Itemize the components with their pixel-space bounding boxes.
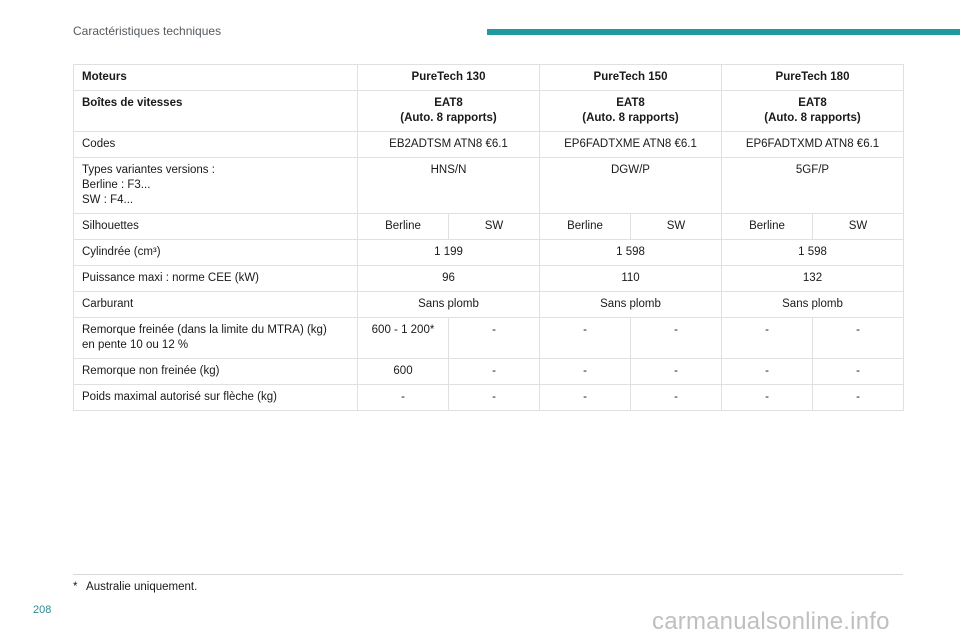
carburant-cell: Sans plomb xyxy=(722,292,904,318)
boite-detail: (Auto. 8 rapports) xyxy=(764,112,861,124)
silhouette-cell: SW xyxy=(813,214,904,240)
silhouette-cell: SW xyxy=(449,214,540,240)
boite-detail: (Auto. 8 rapports) xyxy=(400,112,497,124)
remorque-freinee-cell: - xyxy=(722,318,813,359)
code-cell: EP6FADTXMD ATN8 €6.1 xyxy=(722,132,904,158)
row-label-remorque-freinee xyxy=(74,318,358,359)
row-label-types xyxy=(74,158,358,214)
types-label-line: Berline : F3... xyxy=(82,179,151,191)
puissance-cell: 110 xyxy=(540,266,722,292)
puissance-cell: 132 xyxy=(722,266,904,292)
code-cell: EB2ADTSM ATN8 €6.1 xyxy=(358,132,540,158)
table-row-remorque-freinee xyxy=(74,318,904,359)
puissance-cell: 96 xyxy=(358,266,540,292)
footnote-divider xyxy=(73,574,903,575)
table-row-cylindree xyxy=(74,240,904,266)
remorque-non-freinee-cell: - xyxy=(449,359,540,385)
table-row-moteurs xyxy=(74,65,904,91)
remorque-non-freinee-cell: 600 xyxy=(358,359,449,385)
boite-cell xyxy=(358,91,540,132)
boite-cell xyxy=(540,91,722,132)
type-cell: 5GF/P xyxy=(722,158,904,214)
moteur-cell: PureTech 150 xyxy=(540,65,722,91)
remorque-freinee-label-line: en pente 10 ou 12 % xyxy=(82,339,189,351)
table-row-remorque-non-freinee xyxy=(74,359,904,385)
row-label-cylindree: Cylindrée (cm³) xyxy=(74,240,358,266)
page-number: 208 xyxy=(33,604,52,616)
row-label-carburant: Carburant xyxy=(74,292,358,318)
cylindree-cell: 1 199 xyxy=(358,240,540,266)
types-label-line: SW : F4... xyxy=(82,194,134,206)
remorque-non-freinee-cell: - xyxy=(722,359,813,385)
header-accent-bar xyxy=(487,29,960,35)
footnote-marker: * xyxy=(73,581,78,593)
silhouette-cell: Berline xyxy=(540,214,631,240)
row-label-codes: Codes xyxy=(74,132,358,158)
row-label-poids-fleche: Poids maximal autorisé sur flèche (kg) xyxy=(74,385,358,411)
remorque-freinee-cell: 600 - 1 200* xyxy=(358,318,449,359)
footnote-text: Australie uniquement. xyxy=(86,581,198,593)
moteur-cell: PureTech 180 xyxy=(722,65,904,91)
remorque-freinee-label-line: Remorque freinée (dans la limite du MTRA) (kg) xyxy=(82,324,327,336)
table-row-codes xyxy=(74,132,904,158)
remorque-freinee-cell: - xyxy=(631,318,722,359)
poids-fleche-cell: - xyxy=(358,385,449,411)
carburant-cell: Sans plomb xyxy=(540,292,722,318)
poids-fleche-cell: - xyxy=(813,385,904,411)
poids-fleche-cell: - xyxy=(631,385,722,411)
moteur-cell: PureTech 130 xyxy=(358,65,540,91)
types-label-line: Types variantes versions : xyxy=(82,164,215,176)
poids-fleche-cell: - xyxy=(722,385,813,411)
table-row-types xyxy=(74,158,904,214)
remorque-freinee-cell: - xyxy=(813,318,904,359)
row-label-silhouettes: Silhouettes xyxy=(74,214,358,240)
silhouette-cell: Berline xyxy=(722,214,813,240)
table-row-boites xyxy=(74,91,904,132)
remorque-non-freinee-cell: - xyxy=(631,359,722,385)
remorque-freinee-cell: - xyxy=(449,318,540,359)
remorque-non-freinee-cell: - xyxy=(813,359,904,385)
carburant-cell: Sans plomb xyxy=(358,292,540,318)
cylindree-cell: 1 598 xyxy=(722,240,904,266)
type-cell: DGW/P xyxy=(540,158,722,214)
watermark: carmanualsonline.info xyxy=(652,608,890,635)
type-cell: HNS/N xyxy=(358,158,540,214)
code-cell: EP6FADTXME ATN8 €6.1 xyxy=(540,132,722,158)
silhouette-cell: Berline xyxy=(358,214,449,240)
page-section-title: Caractéristiques techniques xyxy=(73,24,222,38)
row-label-remorque-non-freinee: Remorque non freinée (kg) xyxy=(74,359,358,385)
row-label-boites: Boîtes de vitesses xyxy=(74,91,358,132)
cylindree-cell: 1 598 xyxy=(540,240,722,266)
boite-type: EAT8 xyxy=(798,97,827,109)
footnote xyxy=(73,581,197,593)
row-label-moteurs: Moteurs xyxy=(74,65,358,91)
boite-type: EAT8 xyxy=(616,97,645,109)
remorque-non-freinee-cell: - xyxy=(540,359,631,385)
table-row-silhouettes xyxy=(74,214,904,240)
specifications-table xyxy=(73,64,904,411)
poids-fleche-cell: - xyxy=(449,385,540,411)
table-row-puissance xyxy=(74,266,904,292)
table-row-carburant xyxy=(74,292,904,318)
poids-fleche-cell: - xyxy=(540,385,631,411)
boite-detail: (Auto. 8 rapports) xyxy=(582,112,679,124)
boite-type: EAT8 xyxy=(434,97,463,109)
table-row-poids-fleche xyxy=(74,385,904,411)
row-label-puissance: Puissance maxi : norme CEE (kW) xyxy=(74,266,358,292)
boite-cell xyxy=(722,91,904,132)
remorque-freinee-cell: - xyxy=(540,318,631,359)
silhouette-cell: SW xyxy=(631,214,722,240)
